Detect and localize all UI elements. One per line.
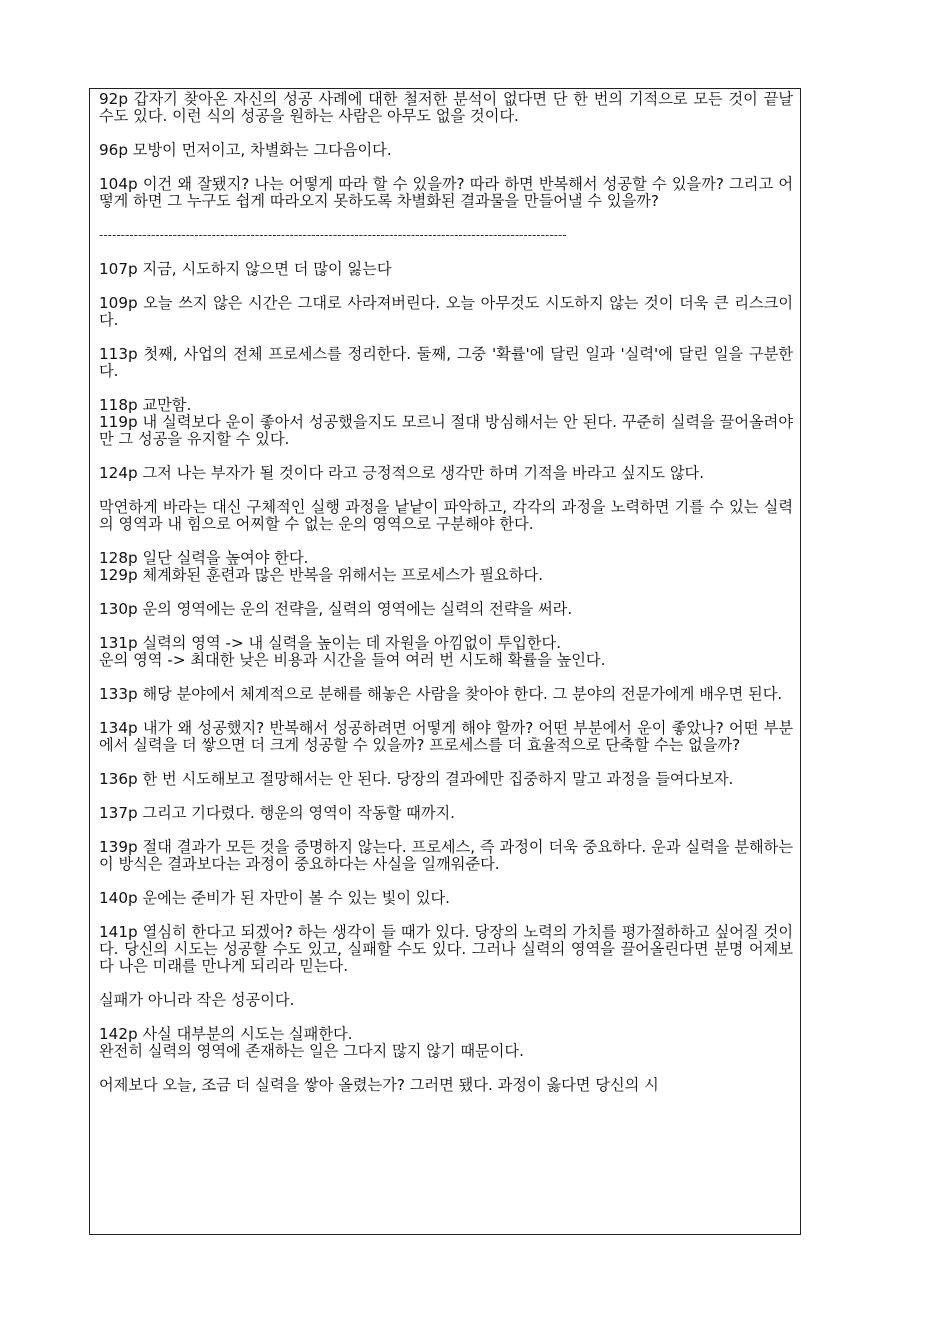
paragraph [99,397,793,448]
paragraph [99,465,793,482]
paragraph-line: 완전히 실력의 영역에 존재하는 일은 그다지 많지 않기 때문이다. [99,1042,524,1060]
paragraph [99,720,793,754]
paragraph-line: 129p 체계화된 훈련과 많은 반복을 위해서는 프로세스가 필요하다. [99,566,544,584]
paragraph [99,924,793,975]
paragraph-line: 109p 오늘 쓰지 않은 시간은 그대로 사라져버린다. 오늘 아무것도 시도하지 않는 것이 더욱 큰 리스크이다. [99,294,793,329]
paragraph-line: 137p 그리고 기다렸다. 행운의 영역이 작동할 때까지. [99,804,456,822]
paragraph-line: 어제보다 오늘, 조금 더 실력을 쌓아 올렸는가? 그러면 됐다. 과정이 옳다면 당신의 시 [99,1076,659,1094]
paragraph [99,499,793,533]
paragraph [99,1077,793,1094]
paragraph-line: 104p 이건 왜 잘됐지? 나는 어떻게 따라 할 수 있을까? 따라 하면 반복해서 성공할 수 있을까? 그리고 어떻게 하면 그 누구도 쉽게 따라오지 못하도록 차별화된 결과물을 만들어낼 수 있을까? [99,175,793,210]
paragraph-line: 92p 갑자기 찾아온 자신의 성공 사례에 대한 철저한 분석이 없다면 단 한 번의 기적으로 모든 것이 끝날 수도 있다. 이런 식의 성공을 원하는 사람은 아무도 없을 것이다. [99,90,793,125]
paragraph-line: 131p 실력의 영역 -> 내 실력을 높이는 데 자원을 아낌없이 투입한다. [99,634,562,652]
paragraph-line: 실패가 아니라 작은 성공이다. [99,991,295,1009]
paragraph [99,1026,793,1060]
paragraph [99,686,793,703]
page-frame [89,88,801,1235]
paragraph [99,771,793,788]
paragraph [99,890,793,907]
paragraph [99,346,793,380]
paragraph [99,601,793,618]
paragraph-line: 124p 그저 나는 부자가 될 것이다 라고 긍정적으로 생각만 하며 기적을 바라고 싶지도 않다. [99,464,705,482]
paragraph [99,635,793,669]
paragraph-line: 141p 열심히 한다고 되겠어? 하는 생각이 들 때가 있다. 당장의 노력의 가치를 평가절하하고 싶어질 것이다. 당신의 시도는 성공할 수도 있고, 실패할 수도 있다. 그러나 실력의 영역을 끌어올린다면 분명 어제보다 나은 미래를 만나게 되리라 믿는다. [99,923,793,975]
paragraph-line: 130p 운의 영역에는 운의 전략을, 실력의 영역에는 실력의 전략을 써라. [99,600,573,618]
paragraph [99,839,793,873]
document-body [99,91,793,1111]
paragraph-line: 139p 절대 결과가 모든 것을 증명하지 않는다. 프로세스, 즉 과정이 더욱 중요하다. 운과 실력을 분해하는 이 방식은 결과보다는 과정이 중요하다는 사실을 일깨워준다. [99,838,793,873]
paragraph [99,992,793,1009]
paragraph-line: 막연하게 바라는 대신 구체적인 실행 과정을 낱낱이 파악하고, 각각의 과정을 노력하면 기를 수 있는 실력의 영역과 내 힘으로 어찌할 수 없는 운의 영역으로 구분해야 한다. [99,498,793,533]
paragraph-line: 113p 첫째, 사업의 전체 프로세스를 정리한다. 둘째, 그중 '확률'에 달린 일과 '실력'에 달린 일을 구분한다. [99,345,793,380]
paragraph [99,142,793,159]
paragraph [99,176,793,210]
paragraph-line: 136p 한 번 시도해보고 절망해서는 안 된다. 당장의 결과에만 집중하지 말고 과정을 들여다보자. [99,770,734,788]
paragraph [99,91,793,125]
paragraph-line: 128p 일단 실력을 높여야 한다. [99,549,309,567]
paragraph-line: 107p 지금, 시도하지 않으면 더 많이 잃는다 [99,260,392,278]
section-divider: ------------------------------------------------------------------------------------------------------------ [99,228,567,242]
paragraph-line: 96p 모방이 먼저이고, 차별화는 그다음이다. [99,141,392,159]
paragraph [99,295,793,329]
paragraph [99,550,793,584]
paragraph-line: 133p 해당 분야에서 체계적으로 분해를 해놓은 사람을 찾아야 한다. 그 분야의 전문가에게 배우면 된다. [99,685,783,703]
paragraph-line: 119p 내 실력보다 운이 좋아서 성공했을지도 모르니 절대 방심해서는 안 된다. 꾸준히 실력을 끌어올려야만 그 성공을 유지할 수 있다. [99,413,793,448]
paragraph [99,261,793,278]
paragraph-line: 134p 내가 왜 성공했지? 반복해서 성공하려면 어떻게 해야 할까? 어떤 부분에서 운이 좋았나? 어떤 부분에서 실력을 더 쌓으면 더 크게 성공할 수 있을까? 프로세스를 더 효율적으로 단축할 수는 없을까? [99,719,793,754]
paragraph-line: 140p 운에는 준비가 된 자만이 볼 수 있는 빛이 있다. [99,889,450,907]
paragraph-line: 운의 영역 -> 최대한 낮은 비용과 시간을 들여 여러 번 시도해 확률을 높인다. [99,651,606,669]
paragraph-line: 118p 교만함. [99,396,192,414]
paragraph [99,805,793,822]
paragraph-line: 142p 사실 대부분의 시도는 실패한다. [99,1025,353,1043]
